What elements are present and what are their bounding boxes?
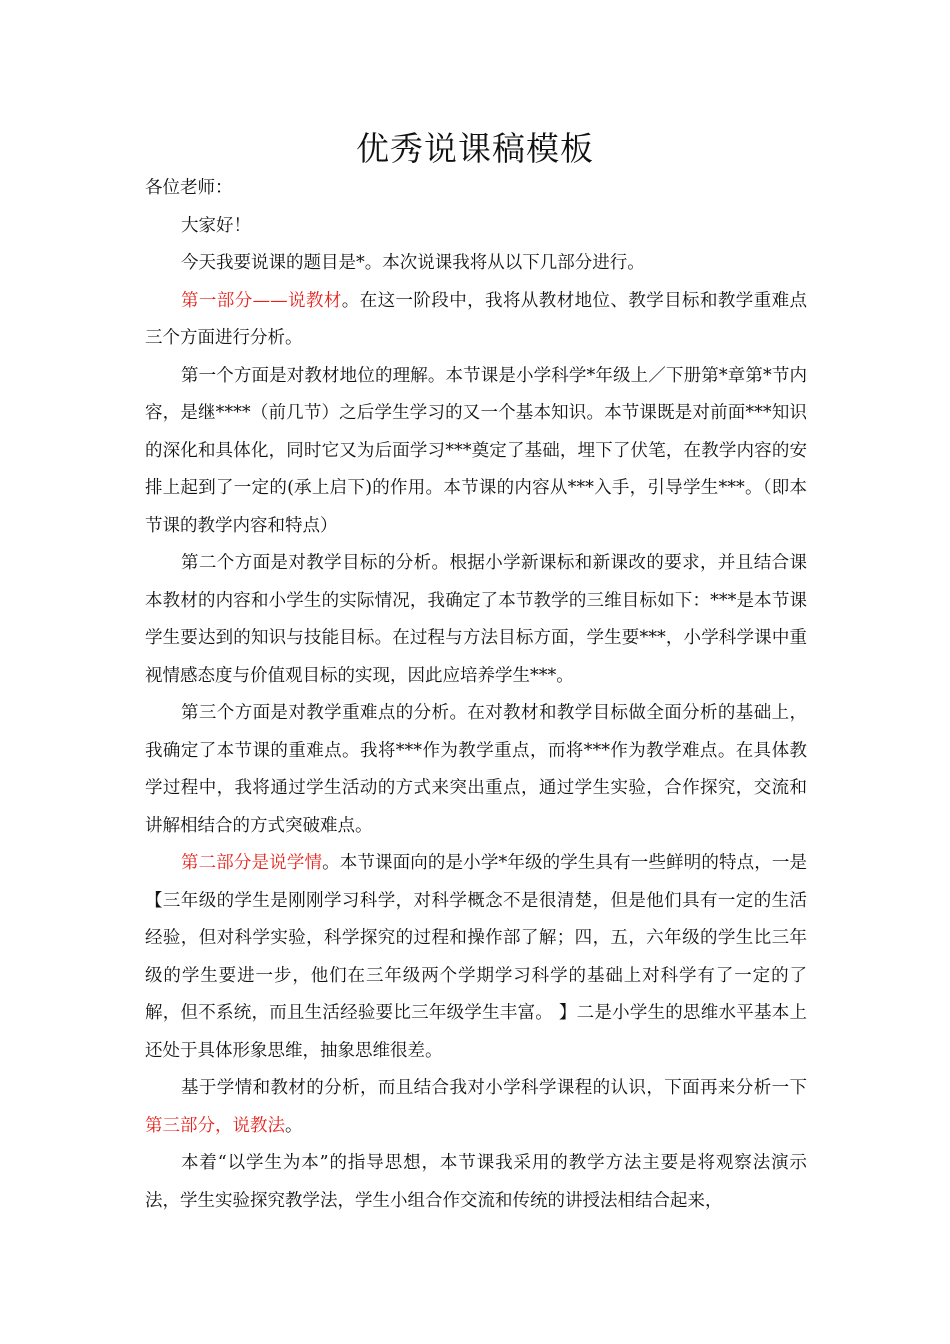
part1-heading: 第一部分——说教材 <box>181 290 342 311</box>
part1-text: 。在这一阶段中，我将从教材地位、教学目标和教学重难点三个方面进行分析。 <box>145 290 808 348</box>
aspect2-paragraph: 第二个方面是对教学目标的分析。根据小学新课标和新课改的要求，并且结合课本教材的内容和小学生的实际情况，我确定了本节教学的三维目标如下：***是本节课学生要达到的知识与技能目标。在过程与方法目标方面，学生要***，小学科学课中重视情感态度与价值观目标的实现，因此应培养学生***。 <box>145 553 807 686</box>
part1-paragraph <box>145 283 807 358</box>
transition-paragraph <box>145 1070 807 1145</box>
transition-text: 基于学情和教材的分析，而且结合我对小学科学课程的认识，下面再来分析一下 <box>181 1078 807 1098</box>
greeting: 大家好！ <box>181 215 251 236</box>
transition-tail: 。 <box>285 1115 303 1136</box>
document-body <box>145 170 807 1220</box>
aspect3-paragraph: 第三个方面是对教学重难点的分析。在对教材和教学目标做全面分析的基础上，我确定了本节课的重难点。我将***作为教学重点，而将***作为教学难点。在具体教学过程中，我将通过学生活动的方式来突出重点，通过学生实验，合作探究，交流和讲解相结合的方式突破难点。 <box>145 703 807 836</box>
aspect1-paragraph: 第一个方面是对教材地位的理解。本节课是小学科学*年级上／下册第*章第*节内容，是继****（前几节）之后学生学习的又一个基本知识。本节课既是对前面***知识的深化和具体化，同时它又为后面学习***奠定了基础，埋下了伏笔，在教学内容的安排上起到了一定的(承上启下)的作用。本节课的内容从***入手，引导学生***。（即本节课的教学内容和特点） <box>145 365 807 536</box>
method-paragraph: 本着“以学生为本”的指导思想，本节课我采用的教学方法主要是将观察法演示法，学生实验探究教学法，学生小组合作交流和传统的讲授法相结合起来， <box>145 1153 807 1211</box>
part2-text: 。本节课面向的是小学*年级的学生具有一些鲜明的特点，一是【三年级的学生是刚刚学习科学，对科学概念不是很清楚，但是他们具有一定的生活经验，但对科学实验，科学探究的过程和操作部了解；四，五，六年级的学生比三年级的学生要进一步，他们在三年级两个学期学习科学的基础上对科学有了一定的了解，但不系统，而且生活经验要比三年级学生丰富。 】二是小学生的思维水平基本上还处于具体形象思维，抽象思维很差。 <box>145 853 808 1061</box>
intro-paragraph: 今天我要说课的题目是*。本次说课我将从以下几部分进行。 <box>181 253 645 273</box>
part2-heading: 第二部分是说学情 <box>181 853 323 873</box>
part3-heading: 第三部分，说教法 <box>145 1115 285 1136</box>
salutation: 各位老师： <box>145 178 233 198</box>
part2-paragraph <box>145 845 807 1070</box>
document-title: 优秀说课稿模板 <box>356 129 594 168</box>
